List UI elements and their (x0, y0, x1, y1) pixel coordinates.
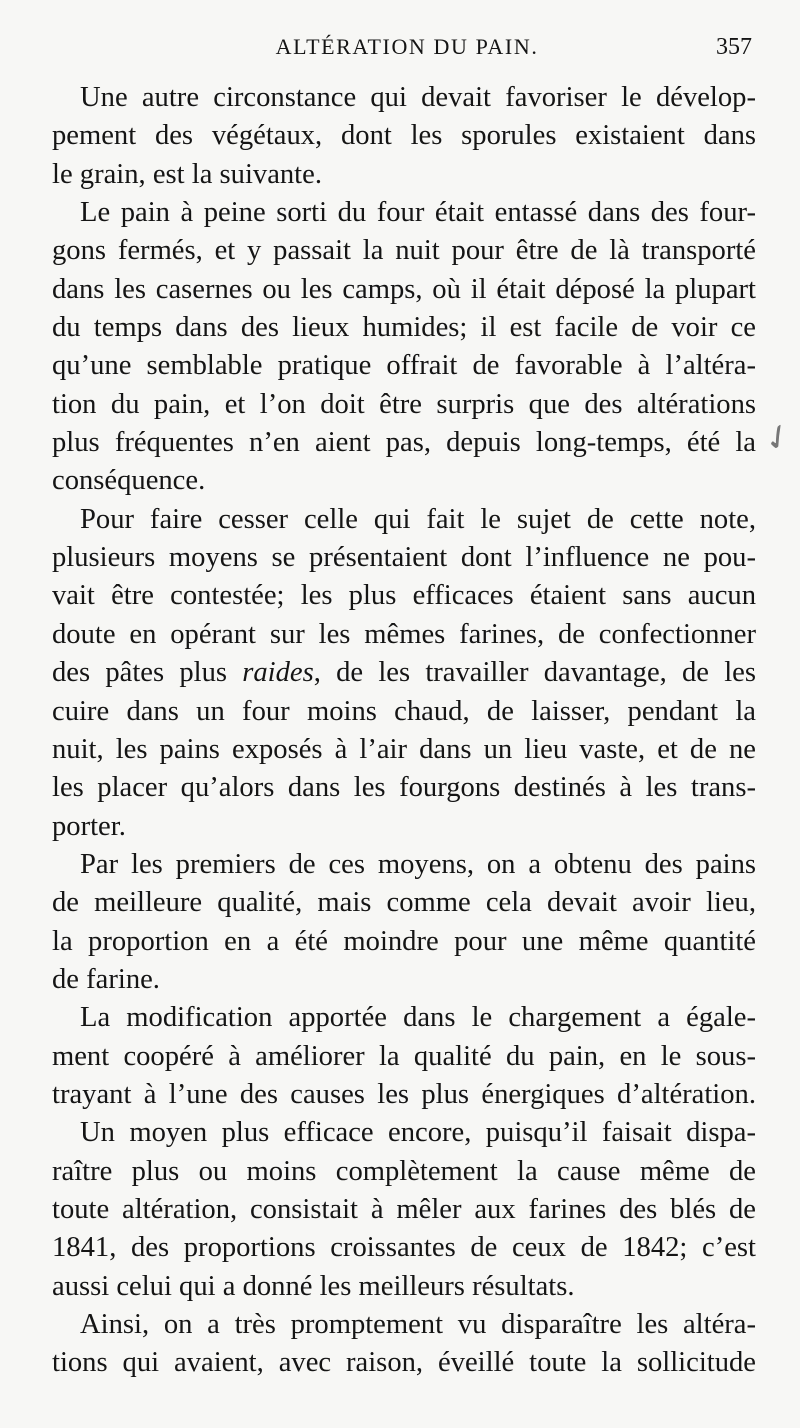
text-line: toute altération, consistait à mêler aux farines des blés de (52, 1193, 756, 1225)
text-line: du temps dans des lieux humides; il est facile de voir ce (52, 312, 756, 344)
text-segment: des pâtes plus (52, 657, 243, 689)
text-line: tion du pain, et l’on doit être surpris que des altérations (52, 388, 756, 420)
text-line: la proportion en a été moindre pour une même quantité (52, 925, 756, 957)
text-line: le grain, est la suivante. (52, 158, 322, 190)
text-line: conséquence. (52, 465, 206, 497)
text-line: qu’une semblable pratique offrait de favorable à l’altéra- (52, 350, 756, 382)
text-line: plus fréquentes n’en aient pas, depuis long-temps, été la (52, 427, 756, 459)
text-line: Le pain à peine sorti du four était entassé dans des four- (80, 197, 756, 229)
text-line: vait être contestée; les plus efficaces étaient sans aucun (52, 580, 756, 612)
text-line: de farine. (52, 963, 160, 995)
text-line: les placer qu’alors dans les fourgons destinés à les trans- (52, 772, 756, 804)
running-head (58, 34, 756, 70)
body-text (52, 79, 756, 1383)
text-line: doute en opérant sur les mêmes farines, de confectionner (52, 618, 756, 650)
text-line: Un moyen plus efficace encore, puisqu’il faisait dispa- (80, 1117, 756, 1149)
text-line: Par les premiers de ces moyens, on a obtenu des pains (80, 848, 756, 880)
text-line: Ainsi, on a très promptement vu disparaître les altéra- (80, 1309, 756, 1340)
page-number: 357 (716, 34, 752, 60)
text-line: aussi celui qui a donné les meilleurs résultats. (52, 1270, 575, 1302)
text-line: trayant à l’une des causes les plus énergiques d’altération. (52, 1078, 756, 1110)
text-line: de meilleure qualité, mais comme cela devait avoir lieu, (52, 887, 756, 919)
text-line: La modification apportée dans le chargement a égale- (80, 1002, 756, 1034)
text-line: ment coopéré à améliorer la qualité du pain, en le sous- (52, 1040, 756, 1072)
text-line: cuire dans un four moins chaud, de laisser, pendant la (52, 695, 756, 727)
text-segment: , de les travailler davantage, de les (313, 657, 756, 689)
text-line: 1841, des proportions croissantes de ceux de 1842; c’est (52, 1232, 756, 1264)
text-line: Une autre circonstance qui devait favoriser le dévelop- (80, 82, 756, 113)
text-line: plusieurs moyens se présentaient dont l’influence ne pou- (52, 542, 756, 574)
text-line: Pour faire cesser celle qui fait le sujet de cette note, (80, 503, 756, 535)
margin-check-mark: ✓ (756, 415, 800, 462)
italic-word: raides (242, 657, 314, 689)
text-line: nuit, les pains exposés à l’air dans un lieu vaste, et de ne (52, 733, 756, 765)
running-title: ALTÉRATION DU PAIN. (275, 34, 539, 59)
text-line: tions qui avaient, avec raison, éveillé toute la sollicitude (52, 1347, 756, 1379)
text-line: dans les casernes ou les camps, où il était déposé la plupart (52, 273, 756, 305)
text-line: porter. (52, 810, 126, 842)
text-line-with-italic (52, 654, 756, 692)
text-line: raître plus ou moins complètement la cause même de (52, 1155, 756, 1187)
text-line: gons fermés, et y passait la nuit pour être de là transporté (52, 235, 756, 267)
text-line: pement des végétaux, dont les sporules existaient dans (52, 120, 756, 152)
